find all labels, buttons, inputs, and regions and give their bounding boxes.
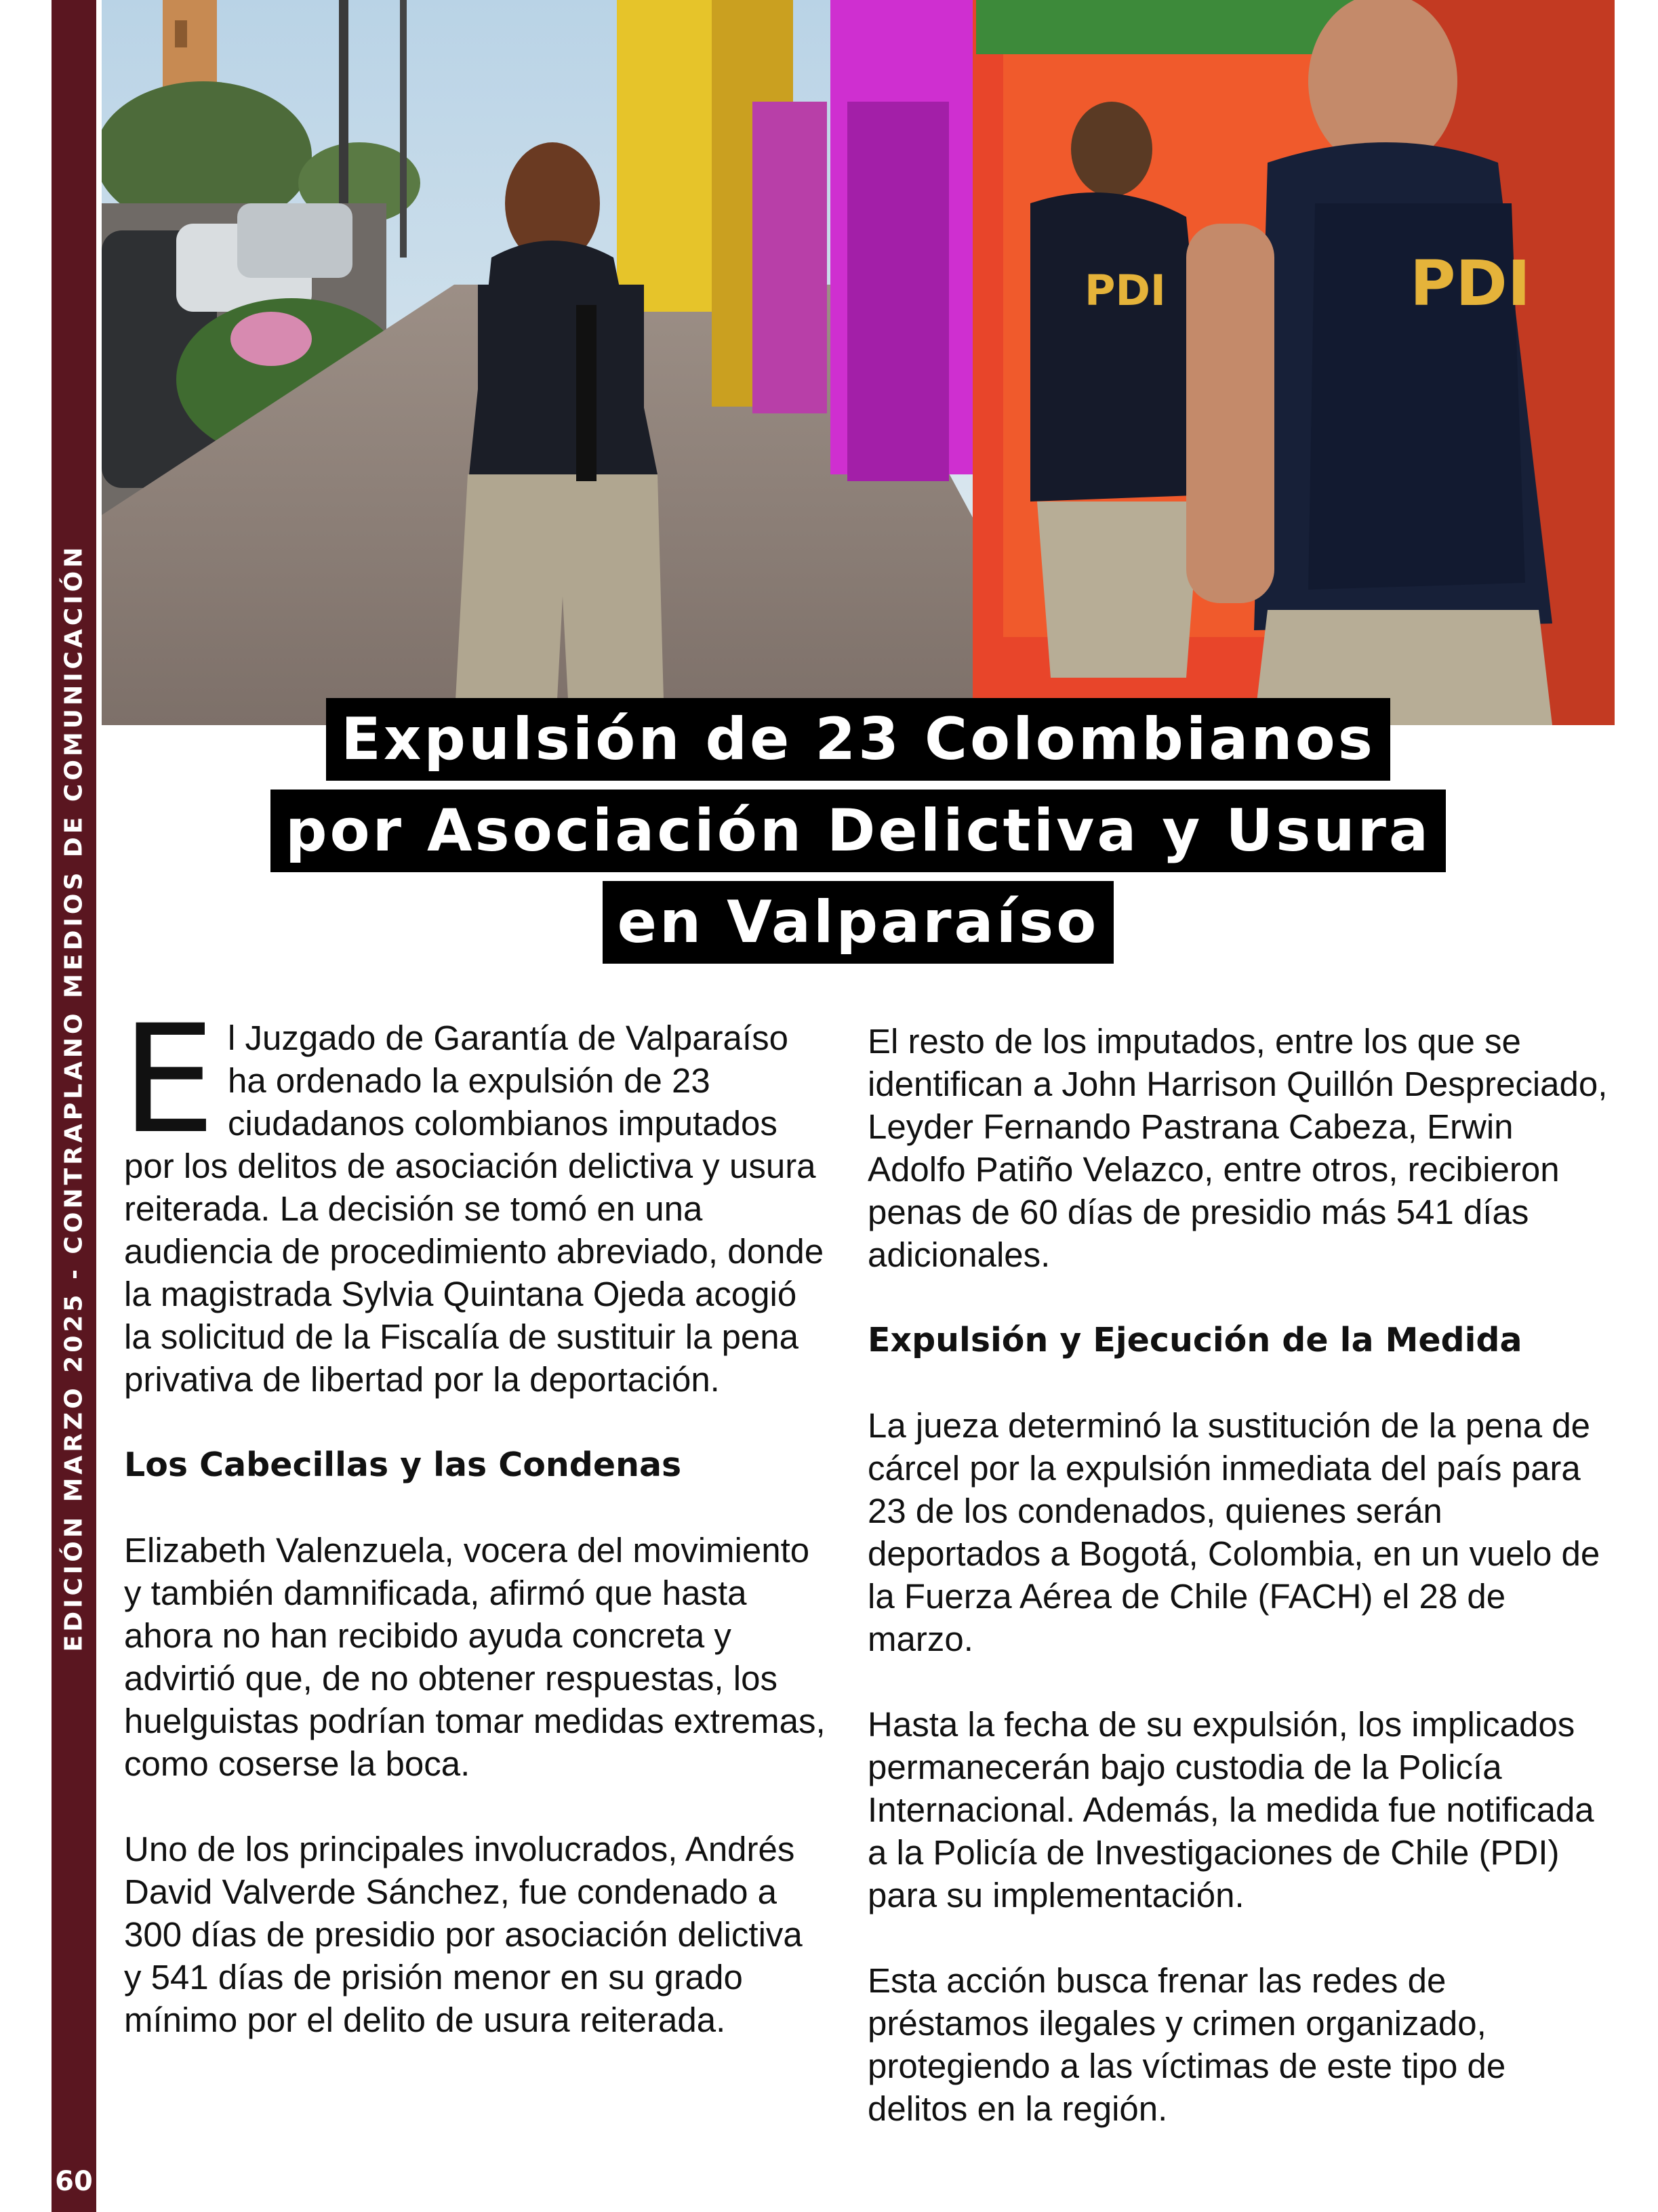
vest-label-2: PDI [1410,247,1531,320]
headline-line-3: en Valparaíso [603,881,1114,964]
drop-cap: E [121,993,216,1166]
paragraph-accion: Esta acción busca frenar las redes de préstamos ilegales y crimen organizado, protegiendo a las víctimas de este tipo de delitos en la región. [868,1961,1506,2128]
intro-text: l Juzgado de Garantía de Valparaíso ha ordenado la expulsión de 23 ciudadanos colombianos imputados por los delitos de asociación delictiva y usura reiterada. La decisión se tomó en una audiencia de procedimiento abreviado, donde la magistrada Sylvia Quintana Ojeda acogió la solicitud de la Fiscalía de sustituir la pena privativa de libertad por la deportación. [124,1019,824,1399]
vest-label-1: PDI [1085,266,1166,315]
intro-paragraph [121,993,826,1401]
article-column-right [868,1020,1613,2173]
article-column-left [121,993,826,2084]
section-heading-cabecillas: Los Cabecillas y las Condenas [124,1446,682,1484]
page-number: 60 [55,2166,93,2197]
paragraph-vocera: Elizabeth Valenzuela, vocera del movimiento y también damnificada, afirmó que hasta ahora no han recibido ayuda concreta y advirtió que, de no obtener respuestas, los huelguistas podrían tomar medidas extremas, como coserse la boca. [124,1531,826,1783]
edition-label: EDICIÓN MARZO 2025 - CONTRAPLANO MEDIOS DE COMUNICACIÓN [60,544,88,1652]
headline-line-2: por Asociación Delictiva y Usura [270,790,1446,872]
paragraph-custodia: Hasta la fecha de su expulsión, los implicados permanecerán bajo custodia de la Policía Internacional. Además, la medida fue notificada a la Policía de Investigaciones de Chile (PDI) para su implementación. [868,1705,1594,1914]
paragraph-imputados: El resto de los imputados, entre los que se identifican a John Harrison Quillón Despreciado, Leyder Fernando Pastrana Cabeza, Erwin Adolfo Patiño Velazco, entre otros, recibieron penas de 60 días de presidio más 541 días adicionales. [868,1022,1608,1274]
headline-line-1: Expulsión de 23 Colombianos [326,698,1390,781]
section-heading-expulsion: Expulsión y Ejecución de la Medida [868,1321,1522,1359]
paragraph-jueza: La jueza determinó la sustitución de la pena de cárcel por la expulsión inmediata del país para 23 de los condenados, quienes serán deportados a Bogotá, Colombia, en un vuelo de la Fuerza Aérea de Chile (FACH) el 28 de marzo. [868,1406,1600,1658]
paragraph-valverde: Uno de los principales involucrados, Andrés David Valverde Sánchez, fue condenado a 300 días de presidio por asociación delictiva y 541 días de prisión menor en su grado mínimo por el delito de usura reiterada. [124,1830,803,2039]
article-headline [102,698,1615,972]
article-photo [102,0,1615,725]
